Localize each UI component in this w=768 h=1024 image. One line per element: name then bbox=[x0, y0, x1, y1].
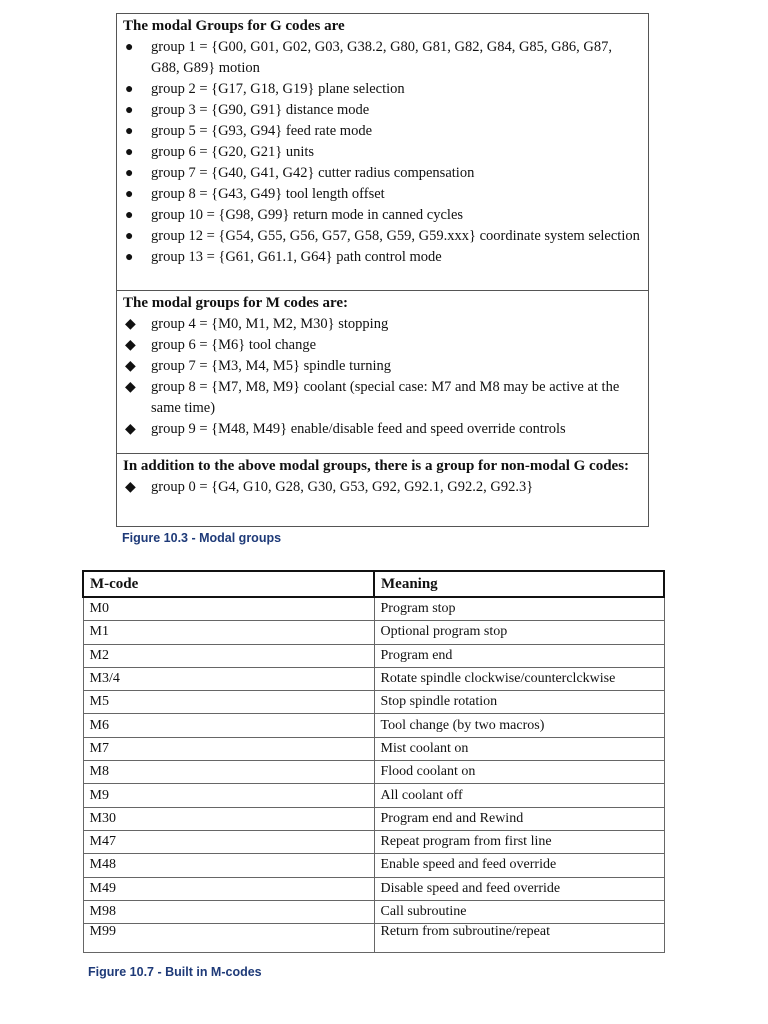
m-code-cell: M1 bbox=[83, 621, 374, 644]
table-header-row bbox=[83, 571, 664, 597]
table-row bbox=[83, 621, 664, 644]
list-item: ● group 6 = {G20, G21} units bbox=[123, 142, 644, 163]
meaning-cell: Flood coolant on bbox=[374, 761, 664, 784]
table-row bbox=[83, 807, 664, 830]
m-code-cell: M8 bbox=[83, 761, 374, 784]
m-code-cell: M98 bbox=[83, 900, 374, 923]
list-item: ● group 3 = {G90, G91} distance mode bbox=[123, 100, 644, 121]
column-header-m-code: M-code bbox=[83, 571, 374, 597]
list-item: ◆ group 0 = {G4, G10, G28, G30, G53, G92, G92.1, G92.2, G92.3} bbox=[123, 477, 644, 498]
list-item: ◆ group 8 = {M7, M8, M9} coolant (special case: M7 and M8 may be active at the same time) bbox=[125, 379, 620, 416]
bullet-dot-icon: ● bbox=[125, 103, 134, 118]
m-code-groups-section bbox=[117, 290, 648, 454]
list-item: ● group 5 = {G93, G94} feed rate mode bbox=[123, 121, 644, 142]
meaning-cell: Optional program stop bbox=[374, 621, 664, 644]
meaning-cell: Stop spindle rotation bbox=[374, 691, 664, 714]
bullet-dot-icon: ● bbox=[125, 124, 134, 139]
meaning-cell: Mist coolant on bbox=[374, 737, 664, 760]
m-code-cell: M47 bbox=[83, 830, 374, 853]
non-modal-groups-header: In addition to the above modal groups, there is a group for non-modal G codes: bbox=[123, 458, 630, 474]
bullet-dot-icon: ● bbox=[125, 145, 134, 160]
table-row bbox=[83, 597, 664, 621]
bullet-diamond-icon: ◆ bbox=[125, 480, 136, 495]
m-code-cell: M7 bbox=[83, 737, 374, 760]
figure-10-3-caption: Figure 10.3 - Modal groups bbox=[122, 531, 282, 545]
table-row bbox=[83, 667, 664, 690]
table-row bbox=[83, 761, 664, 784]
list-item: ◆ group 9 = {M48, M49} enable/disable feed and speed override controls bbox=[123, 419, 644, 440]
bullet-diamond-icon: ◆ bbox=[125, 380, 136, 395]
table-row bbox=[83, 877, 664, 900]
list-item: ● group 10 = {G98, G99} return mode in canned cycles bbox=[123, 205, 644, 226]
column-header-meaning: Meaning bbox=[374, 571, 664, 597]
g-code-groups-section bbox=[117, 14, 648, 290]
m-code-table bbox=[82, 570, 665, 953]
table-row bbox=[83, 854, 664, 877]
table-row bbox=[83, 784, 664, 807]
bullet-dot-icon: ● bbox=[125, 229, 134, 244]
list-item: ● group 13 = {G61, G61.1, G64} path control mode bbox=[123, 247, 644, 268]
list-item: ◆ group 6 = {M6} tool change bbox=[123, 335, 644, 356]
g-code-groups-header: The modal Groups for G codes are bbox=[123, 18, 345, 34]
m-code-groups-header: The modal groups for M codes are: bbox=[123, 295, 348, 311]
list-item: ● group 8 = {G43, G49} tool length offset bbox=[123, 184, 644, 205]
table-row bbox=[83, 900, 664, 923]
meaning-cell: Enable speed and feed override bbox=[374, 854, 664, 877]
m-code-cell: M0 bbox=[83, 597, 374, 621]
m-code-cell: M30 bbox=[83, 807, 374, 830]
m-code-cell: M48 bbox=[83, 854, 374, 877]
table-row bbox=[83, 924, 664, 953]
meaning-cell: Tool change (by two macros) bbox=[374, 714, 664, 737]
m-code-cell: M49 bbox=[83, 877, 374, 900]
bullet-dot-icon: ● bbox=[125, 82, 134, 97]
list-item: ● group 1 = {G00, G01, G02, G03, G38.2, G80, G81, G82, G84, G85, G86, G87, G88, G89} motion bbox=[125, 39, 612, 76]
meaning-cell: All coolant off bbox=[374, 784, 664, 807]
bullet-dot-icon: ● bbox=[125, 187, 134, 202]
table-row bbox=[83, 830, 664, 853]
modal-groups-box bbox=[116, 13, 649, 527]
table-row bbox=[83, 737, 664, 760]
m-code-cell: M2 bbox=[83, 644, 374, 667]
m-code-cell: M9 bbox=[83, 784, 374, 807]
meaning-cell: Repeat program from first line bbox=[374, 830, 664, 853]
meaning-cell: Program end bbox=[374, 644, 664, 667]
meaning-cell: Rotate spindle clockwise/counterclckwise bbox=[374, 667, 664, 690]
list-item: ● group 2 = {G17, G18, G19} plane selection bbox=[123, 79, 644, 100]
non-modal-groups-section bbox=[117, 453, 648, 529]
meaning-cell: Call subroutine bbox=[374, 900, 664, 923]
bullet-diamond-icon: ◆ bbox=[125, 317, 136, 332]
list-item: ● group 7 = {G40, G41, G42} cutter radius compensation bbox=[123, 163, 644, 184]
meaning-cell: Return from subroutine/repeat bbox=[374, 924, 664, 953]
table-row bbox=[83, 714, 664, 737]
table-row bbox=[83, 691, 664, 714]
meaning-cell: Program end and Rewind bbox=[374, 807, 664, 830]
list-item: ● group 12 = {G54, G55, G56, G57, G58, G59, G59.xxx} coordinate system selection bbox=[123, 226, 644, 247]
m-code-cell: M5 bbox=[83, 691, 374, 714]
bullet-diamond-icon: ◆ bbox=[125, 422, 136, 437]
figure-10-7-caption: Figure 10.7 - Built in M-codes bbox=[88, 965, 262, 979]
m-code-cell: M3/4 bbox=[83, 667, 374, 690]
bullet-diamond-icon: ◆ bbox=[125, 338, 136, 353]
meaning-cell: Disable speed and feed override bbox=[374, 877, 664, 900]
bullet-dot-icon: ● bbox=[125, 250, 134, 265]
table-row bbox=[83, 644, 664, 667]
list-item: ◆ group 4 = {M0, M1, M2, M30} stopping bbox=[123, 314, 644, 335]
bullet-dot-icon: ● bbox=[125, 40, 134, 55]
list-item: ◆ group 7 = {M3, M4, M5} spindle turning bbox=[123, 356, 644, 377]
m-code-cell: M6 bbox=[83, 714, 374, 737]
bullet-dot-icon: ● bbox=[125, 166, 134, 181]
meaning-cell: Program stop bbox=[374, 597, 664, 621]
m-code-cell: M99 bbox=[83, 924, 374, 953]
bullet-dot-icon: ● bbox=[125, 208, 134, 223]
bullet-diamond-icon: ◆ bbox=[125, 359, 136, 374]
